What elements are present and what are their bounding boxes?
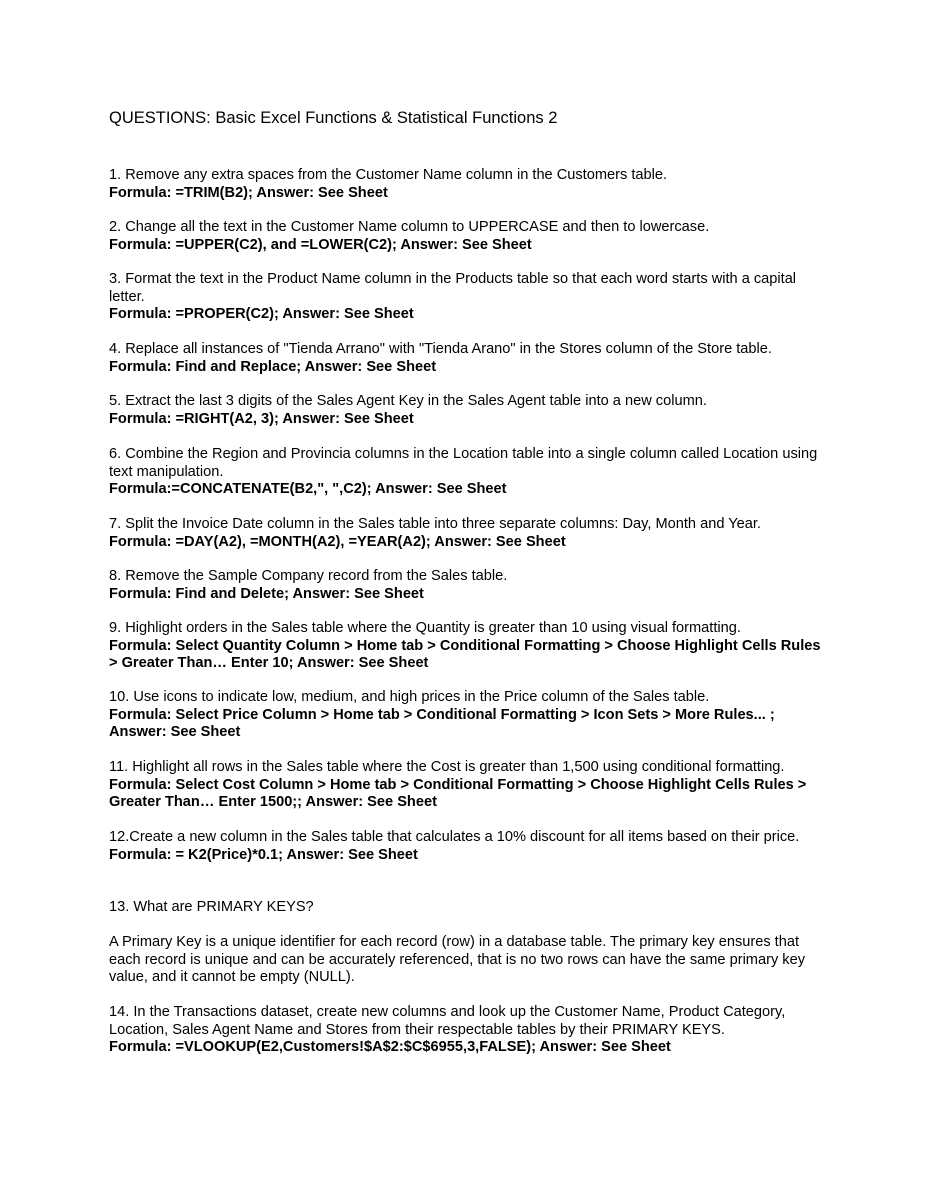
question-10 <box>109 689 821 742</box>
question-2 <box>109 219 821 254</box>
question-4 <box>109 341 821 376</box>
formula-text: Formula: Select Price Column > Home tab > Conditional Formatting > Icon Sets > More Rules... ; Answer: See Sheet <box>109 706 775 740</box>
question-14 <box>109 1004 821 1057</box>
page-title: QUESTIONS: Basic Excel Functions & Statistical Functions 2 <box>109 109 558 127</box>
question-1 <box>109 167 821 202</box>
question-text: 3. Format the text in the Product Name column in the Products table so that each word starts with a capital letter. <box>109 271 797 305</box>
question-text: 6. Combine the Region and Provincia columns in the Location table into a single column called Location using text manipulation. <box>109 446 818 480</box>
question-12 <box>109 829 821 864</box>
question-text: 1. Remove any extra spaces from the Customer Name column in the Customers table. <box>109 167 668 183</box>
formula-text: Formula: =TRIM(B2); Answer: See Sheet <box>109 184 388 201</box>
question-text: 7. Split the Invoice Date column in the Sales table into three separate columns: Day, Month and Year. <box>109 516 761 532</box>
formula-text: Formula: Select Quantity Column > Home tab > Conditional Formatting > Choose Highlight Cells Rules > Greater Than… Enter 10; Answer: See Sheet <box>109 637 821 671</box>
question-text: 9. Highlight orders in the Sales table where the Quantity is greater than 10 using visual formatting. <box>109 620 741 636</box>
question-text: 14. In the Transactions dataset, create new columns and look up the Customer Name, Product Category, Location, Sales Agent Name and Stores from their respectable tables by their PRIMARY KEYS. <box>109 1004 786 1038</box>
question-3 <box>109 271 821 324</box>
question-13 <box>109 899 821 917</box>
question-6 <box>109 446 821 499</box>
formula-text: Formula: =DAY(A2), =MONTH(A2), =YEAR(A2); Answer: See Sheet <box>109 533 566 550</box>
question-text: 5. Extract the last 3 digits of the Sales Agent Key in the Sales Agent table into a new column. <box>109 393 707 409</box>
formula-text: Formula:=CONCATENATE(B2,", ",C2); Answer: See Sheet <box>109 481 507 497</box>
formula-text: Formula: =UPPER(C2), and =LOWER(C2); Answer: See Sheet <box>109 236 532 253</box>
question-8 <box>109 568 821 603</box>
question-text: 2. Change all the text in the Customer Name column to UPPERCASE and then to lowercase. <box>109 219 710 235</box>
formula-text: Formula: Select Cost Column > Home tab > Conditional Formatting > Choose Highlight Cells Rules > Greater Than… Enter 1500;; Answer: See Sheet <box>109 776 807 810</box>
answer-13 <box>109 934 821 987</box>
formula-text: Formula: =RIGHT(A2, 3); Answer: See Sheet <box>109 410 414 427</box>
formula-text: Formula: = K2(Price)*0.1; Answer: See Sheet <box>109 846 418 863</box>
question-text: 4. Replace all instances of "Tienda Arrano" with "Tienda Arano" in the Stores column of the Store table. <box>109 341 772 357</box>
question-text: 11. Highlight all rows in the Sales table where the Cost is greater than 1,500 using conditional formatting. <box>109 759 785 775</box>
question-text: 10. Use icons to indicate low, medium, and high prices in the Price column of the Sales table. <box>109 689 710 705</box>
question-7 <box>109 516 821 551</box>
formula-text: Formula: Find and Delete; Answer: See Sheet <box>109 585 424 602</box>
question-9 <box>109 620 821 673</box>
question-text: 13. What are PRIMARY KEYS? <box>109 899 314 915</box>
question-11 <box>109 759 821 812</box>
question-text: 12.Create a new column in the Sales table that calculates a 10% discount for all items based on their price. <box>109 829 800 845</box>
question-text: 8. Remove the Sample Company record from the Sales table. <box>109 568 508 584</box>
formula-text: Formula: =PROPER(C2); Answer: See Sheet <box>109 306 414 322</box>
formula-text: Formula: Find and Replace; Answer: See Sheet <box>109 358 437 375</box>
question-5 <box>109 393 821 428</box>
formula-text: Formula: =VLOOKUP(E2,Customers!$A$2:$C$6955,3,FALSE); Answer: See Sheet <box>109 1039 671 1055</box>
answer-text: A Primary Key is a unique identifier for each record (row) in a database table. The primary key ensures that each record is unique and can be accurately referenced, that is no two rows can have the same primary key value, and it cannot be empty (NULL). <box>109 934 806 985</box>
